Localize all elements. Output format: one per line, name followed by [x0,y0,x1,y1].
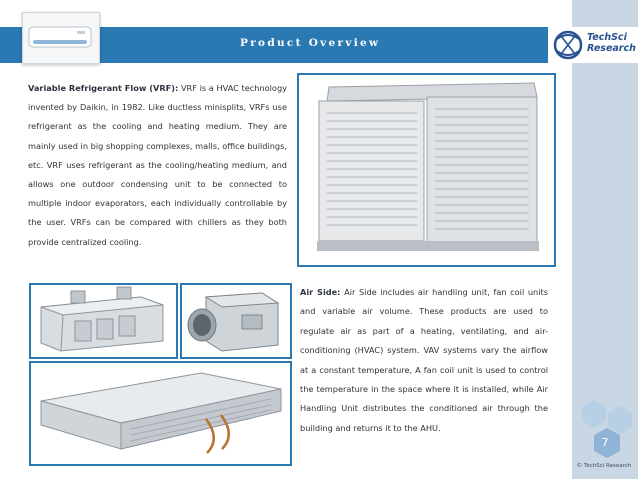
air-side-term: Air Side: [300,287,341,297]
page-title: Product Overview [240,37,381,49]
vrf-term: Variable Refrigerant Flow (VRF): [28,83,179,93]
air-handling-unit-image [29,283,178,359]
outdoor-vrf-unit-image [297,73,556,267]
vav-damper-box-image [180,283,292,359]
logo-line-1: TechSci [587,32,627,43]
wall-split-ac-image [22,12,100,64]
page-number: 7 [601,436,609,449]
vrf-paragraph [28,79,287,252]
fan-coil-unit-image [29,361,292,466]
copyright-text: © TechSci Research [576,463,632,469]
vrf-body: VRF is a HVAC technology invented by Daikin, in 1982. Like ductless minisplits, VRFs use refrigerant as the cooling and heating medium. They are mainly used in big shopping complexes, malls, office buildings, etc. VRF uses refrigerant as the cooling/heating medium, and allows one outdoor condensing unit to be connected to multiple indoor evaporators, each individually controllable by the user. VRFs can be compared with chillers as they both provide centralized cooling. [28,83,287,247]
hexagon-decoration [572,398,638,466]
logo-line-2: Research [587,43,636,54]
air-side-paragraph [300,283,548,438]
air-side-body: Air Side includes air handling unit, fan coil units and variable air volume. These products are used to regulate air as part of a heating, ventilating, and air-conditioning (HVAC) system. VAV systems vary the airflow at a constant temperature, A fan coil unit is used to control the temperature in the space where it is installed, while Air Handling Unit distributes the conditioned air through the building and returns it to the AHU. [300,287,548,433]
logo-text [587,32,636,54]
